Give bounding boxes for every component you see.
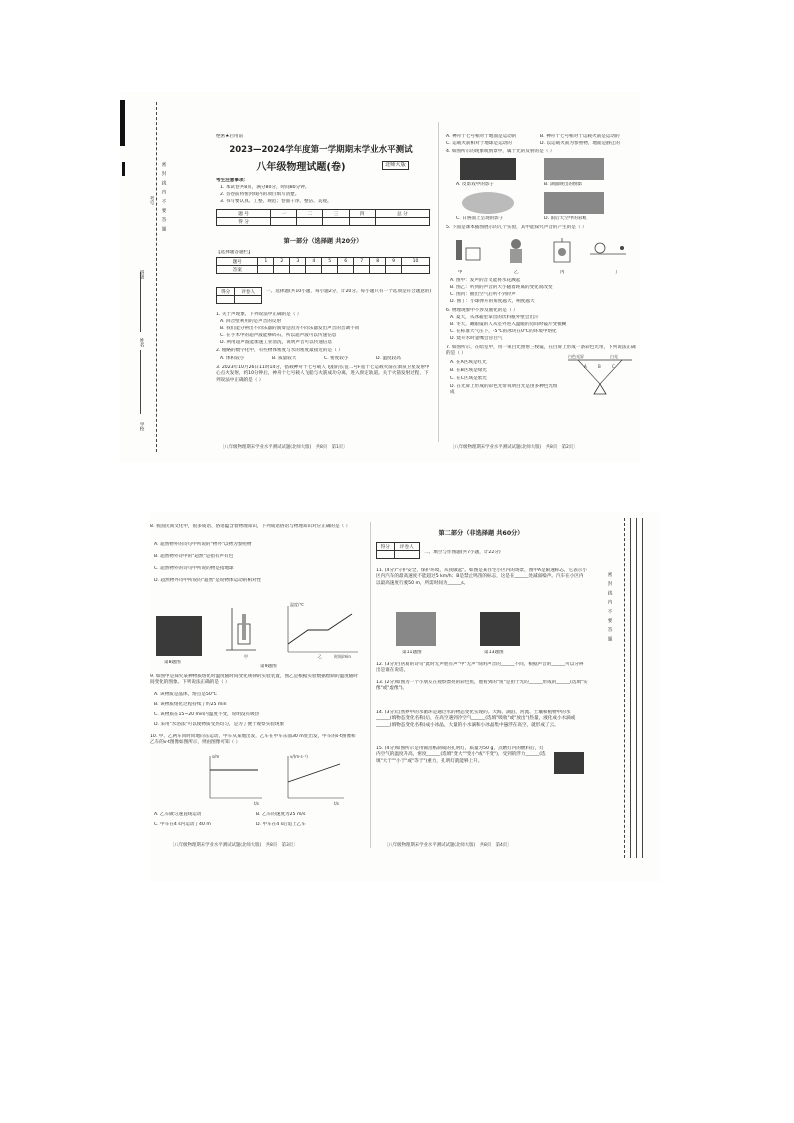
answer-label: 答案 xyxy=(217,266,258,274)
binding-rule xyxy=(642,518,643,858)
q10-stem: 10. 甲、乙两车同时同地向东运动，甲车从某地出发，乙车在甲车东面30 m处出发，甲车的s-t图像和乙车的v-t图像如图所示，则由图像可知（ ） xyxy=(150,734,356,746)
score-head: 题 号 xyxy=(217,210,271,218)
prism-label-white: 白光 xyxy=(610,354,618,359)
q6-option: D. 烧开水时壶嘴会冒白气 xyxy=(450,336,503,341)
answer-table xyxy=(216,257,430,274)
lake-reflection-photo xyxy=(544,158,604,180)
graph-x-label: 时间/min xyxy=(334,654,351,659)
answer-head: 6 xyxy=(338,258,354,266)
q5-caption: 乙 xyxy=(514,270,519,275)
binding-line-right xyxy=(624,518,625,858)
q3-option: B. 神舟十七号相对于运载火箭是运动的 xyxy=(540,134,620,139)
q4-caption: D. 雨后天空中的彩虹 xyxy=(544,216,588,221)
binding-label-class: 班级 xyxy=(139,270,144,280)
q8-option: C. 超然物外的诗句中所说的物是指地球 xyxy=(154,566,234,571)
sundial-photo xyxy=(462,192,514,214)
score-cell[interactable] xyxy=(375,218,429,226)
scorer-label: 评卷人 xyxy=(235,288,262,296)
q2-stem: 2. 粗略的数字化中，有些物体密度与水的密度最接近的是（ ） xyxy=(216,348,343,353)
fig8-label: 第8题图 xyxy=(164,660,181,665)
q8-option: A. 超然物外的诗句中所说的"物外"以物为参照物 xyxy=(154,542,252,547)
q2-option: D. 温度较高 xyxy=(376,356,401,361)
q2-option: A. 体积较小 xyxy=(220,356,245,361)
fish-tank-photo xyxy=(480,612,520,646)
prism xyxy=(594,384,606,394)
binding-fill-line xyxy=(140,350,141,414)
score-head: 一 xyxy=(271,210,297,218)
answer-head: 题号 xyxy=(217,258,258,266)
answer-head: 10 xyxy=(402,258,430,266)
scorer-cell[interactable] xyxy=(377,551,395,559)
score-head: 二 xyxy=(297,210,323,218)
ball xyxy=(620,246,624,250)
q5-option: A. 图甲：发声的音叉能将水花溅起 xyxy=(450,278,521,283)
prism-label-a: A xyxy=(584,364,587,369)
binding-label-number: 考号 xyxy=(149,196,154,206)
fig13-label: 第13题图 xyxy=(484,650,504,655)
score-head: 四 xyxy=(349,210,375,218)
answer-head: 8 xyxy=(370,258,386,266)
q11-stem: 11. (4分)"守护安全，保护环境，从我做起"。如图是某住宅小区内的场景，图中A是限速标志，它表示小区内汽车的最高速度不能超过5 km/h；B是禁止鸣笛的标志，这是在______处减弱噪声。汽车在小区内以最高速度行驶50 m，所需时间为______s。 xyxy=(376,568,587,586)
black-margin-bar xyxy=(120,100,125,146)
binding-fill-line xyxy=(140,272,141,332)
q5-option: D. 图丁：小球弹开的角度越大，响度越大 xyxy=(450,299,535,304)
q3-option: C. 运载火箭相对于地球是运动的 xyxy=(446,141,512,146)
tuning-fork-apparatus xyxy=(456,240,462,260)
q8-option: D. 超然物外诗中所说的"超然"是说物体运动的相对性 xyxy=(154,578,262,583)
answer-head: 9 xyxy=(386,258,402,266)
q6-option: B. 冬天，戴眼镜的人从室外进入温暖的房间时镜片变模糊 xyxy=(450,322,567,327)
page-divider xyxy=(438,122,439,442)
answer-cell[interactable] xyxy=(338,266,354,274)
answer-cell[interactable] xyxy=(386,266,402,274)
scorer-cell[interactable] xyxy=(217,296,235,304)
q4-caption: A. 皮影戏中的影子 xyxy=(456,182,495,187)
score-cell[interactable] xyxy=(349,218,375,226)
q4-stem: 4. 如图所示的现象或情景中，属于光的反射的是（ ） xyxy=(446,149,555,154)
q10-option: C. 甲车在4 s内运动了40 m xyxy=(154,822,211,827)
score-cell[interactable] xyxy=(271,218,297,226)
q3-stem: 3. 2023年10月26日11时14分，搭载神舟十七号载人飞船的长征二号F遥十七运载火箭在酒泉卫星发射中心点火发射，约10分钟后，神舟十七号载人飞船与火箭成功分离，进入预定轨道。关于火箭发射过程，下列说法中正确的是（ ） xyxy=(216,365,430,383)
q5-caption: 丙 xyxy=(560,270,565,275)
binding-label-school: 学校 xyxy=(139,422,144,432)
binding-note: 密 封 线 内 不 要 答 题 xyxy=(161,162,166,231)
answer-head: 1 xyxy=(258,258,274,266)
answer-head: 3 xyxy=(290,258,306,266)
note-2: 2. 答卷前将密封线内的项目填写清楚。 xyxy=(220,192,300,197)
black-margin-mark xyxy=(122,162,125,176)
score-table xyxy=(216,209,430,226)
q5-stem: 5. 下面是课本插图展示的几个实验，其中能探究声音的产生的是（ ） xyxy=(446,225,587,230)
q7-option: D. 在光屏上形成的彩色光带说明白光是由多种色光组成 xyxy=(450,384,558,396)
temperature-graph xyxy=(288,601,358,659)
q1-option: D. 利用超声波能加速工业清洗，说明声音可以传递信息 xyxy=(220,340,333,345)
prism-label-c: C xyxy=(612,364,615,369)
q10-option: D. 甲车在4 s后追上乙车 xyxy=(256,822,306,827)
section2-intro: 二、填空与作图题(共7小题，计22分) xyxy=(424,550,501,555)
q10-option: A. 乙车做匀速直线运动 xyxy=(154,812,202,817)
q1-stem: 1. 关于声现象，下列说法中正确的是（ ） xyxy=(216,312,302,317)
q8-option: B. 超然物外诗中的"超然"是指有声有色 xyxy=(154,554,234,559)
vt-line xyxy=(288,764,340,782)
answer-head: 4 xyxy=(306,258,322,266)
binding-rule xyxy=(636,518,637,858)
q3-option: D. 以运载火箭为参照物，地面是静止的 xyxy=(540,141,620,146)
water-basin xyxy=(466,248,480,260)
fig9-sub-a: 甲 xyxy=(244,654,248,659)
binding-rule xyxy=(630,518,631,858)
score-label: 得 分 xyxy=(217,218,271,226)
tower-night-photo xyxy=(156,616,202,656)
st-y-label: s/m xyxy=(212,754,220,759)
q9-option: C. 该物质在15~20 min内温度不变，说明没有吸热 xyxy=(154,712,260,717)
answer-cell[interactable] xyxy=(402,266,430,274)
student-head xyxy=(511,239,521,249)
q5-option: B. 图乙：听到的声音的大小随着距离的变化而改变 xyxy=(450,285,553,290)
answer-box-label: 【选择题答题栏】 xyxy=(216,250,253,255)
q9-option: A. 该物质是晶体，熔点是50℃ xyxy=(154,692,217,697)
q4-caption: B. 湖面映出的倒影 xyxy=(544,182,583,187)
q2-option: C. 密度较小 xyxy=(324,356,349,361)
scorer-box xyxy=(216,287,262,304)
score-cell[interactable] xyxy=(323,218,349,226)
q5-option: C. 图丙：抽出空气后听不到铃声 xyxy=(450,292,516,297)
q6-stem: 6. 物理现象中不涉及液化的是（ ） xyxy=(446,308,518,313)
answer-cell[interactable] xyxy=(258,266,274,274)
page-divider xyxy=(370,522,371,848)
footer-page2: 〔八年级物理期末学业水平测试试题(北师大版) 共8页 第2页〕 xyxy=(450,445,578,450)
melting-curve xyxy=(288,614,352,644)
q1-option: C. 在手术中的超声波能够碎石，所以超声波可以传递信息 xyxy=(220,333,337,338)
q6-option: A. 夏天，从冰箱里拿出的饮料瓶外壁会出汗 xyxy=(450,315,539,320)
answer-cell[interactable] xyxy=(274,266,290,274)
note-3: 3. 书写要认真、工整、规范；卷面干净、整洁、美观。 xyxy=(220,199,332,204)
edition-badge: 北师大版 xyxy=(382,161,409,170)
q3-option: A. 神舟十七号相对于地面是运动的 xyxy=(446,134,517,139)
q13-stem: 13. (2分)如图为一个小朋友在观察漂亮的彩色鱼，他看到的"鱼"是由于光的______形成的______(选填"实像"或"虚像")。 xyxy=(376,680,588,692)
footer-page1: 〔八年级物理期末学业水平测试试题(北师大版) 共8页 第1页〕 xyxy=(220,445,348,450)
exam-title: 2023—2024学年度第一学期期末学业水平测试 xyxy=(229,145,413,155)
exam-sheet-pages-3-4 xyxy=(150,512,660,882)
q12-stem: 12. (3分)白居易的诗句"此时无声胜有声"中"无声"说明声音的______不同，根据声音的______可以分辨出是谁在说话。 xyxy=(376,662,584,674)
q4-caption: C. 日晷面上呈现的影子 xyxy=(456,216,504,221)
q5-caption: 甲 xyxy=(458,270,463,275)
prism-label-screen: 白色光屏 xyxy=(568,354,584,359)
prism-diagram xyxy=(564,354,636,398)
scorer-cell[interactable] xyxy=(394,551,419,559)
binding-label-name: 姓名 xyxy=(139,338,144,348)
score-head: 总 分 xyxy=(375,210,429,218)
answer-head: 2 xyxy=(274,258,290,266)
scorer-cell[interactable] xyxy=(235,296,262,304)
vt-y-label: v/(m·s⁻¹) xyxy=(290,754,308,759)
header-tag: 绝密★启用前 xyxy=(216,134,244,139)
fig9-sub-b: 乙 xyxy=(318,654,322,659)
q7-stem: 7. 如图所示，在暗室中，用一束白光照射三棱镜，在白屏上形成一条彩色光带，下列说法正确的是（ ） xyxy=(446,345,636,357)
answer-head: 5 xyxy=(322,258,338,266)
shadow-play-photo xyxy=(460,158,516,180)
q1-option: A. 回音壁利用的是声音的反射 xyxy=(220,319,282,324)
sky-lantern-photo xyxy=(554,752,584,774)
subject-title: 八年级物理试题(卷) xyxy=(256,162,346,173)
q7-option: A. 在A区域是红光 xyxy=(450,360,487,365)
rainbow-photo xyxy=(544,192,604,214)
answer-cell[interactable] xyxy=(370,266,386,274)
footer-page3: 〔八年级物理期末学业水平测试试题(北师大版) 共8页 第3页〕 xyxy=(170,843,298,848)
score-cell[interactable] xyxy=(297,218,323,226)
fig9-figure xyxy=(222,600,362,660)
prism-label-b: B xyxy=(598,364,601,369)
drum xyxy=(595,243,605,253)
test-tube xyxy=(242,614,246,640)
q6-option: C. 在标准大气压下，-5℃的冰块在0℃的环境中熔化 xyxy=(450,329,557,334)
notes-head: 考生注意事项： xyxy=(216,178,249,183)
part1-title: 第一部分（选择题 共20分） xyxy=(283,238,363,245)
answer-cell[interactable] xyxy=(354,266,370,274)
answer-head: 7 xyxy=(354,258,370,266)
q5-caption: 丁 xyxy=(614,270,619,275)
q9-option: B. 该物质熔化过程持续了约25 min xyxy=(154,702,227,707)
note-1: 1. 本试卷共8页，满分80分，时间80分钟。 xyxy=(220,185,310,190)
q7-option: B. 在B区域是绿光 xyxy=(450,368,487,373)
q14-stem: 14. (3分)自然界中的水循环是通过水的物态变化实现的。大海、湖泊、河流、土壤和植物中的水______(填物态变化名称)后，在高空遇到冷空气______(选填"吸收"或"放出")热量，液化成小水滴或______(填物态变化名称)成小冰晶，大量的小水滴和小冰晶集中悬浮在高空，就形成了云。 xyxy=(376,710,576,728)
student-body xyxy=(510,249,522,263)
graph-y-label: 温度/℃ xyxy=(290,602,304,607)
vt-x-label: t/s xyxy=(334,801,339,806)
answer-cell[interactable] xyxy=(322,266,338,274)
st-x-label: t/s xyxy=(254,801,259,806)
exam-sheet-pages-1-2 xyxy=(120,92,640,462)
q15-stem: 15. (4分)如图所示是用锡箔纸制成的孔明灯，质量为50 g，点燃灯内的燃料后，灯内空气的温度升高，密度______(选填"变大""变小"或"不变")，受到的浮力______(选填"大于""小于"或"等于")重力，孔明灯就能够上升。 xyxy=(376,746,546,764)
footer-page4: 〔八年级物理期末学业水平测试试题(北师大版) 共8页 第4页〕 xyxy=(384,843,512,848)
score-head: 三 xyxy=(323,210,349,218)
q1-option: B. 我们能分辨出不同乐器的演奏是因为不同乐器发出声音的音调不同 xyxy=(220,326,360,331)
answer-cell[interactable] xyxy=(290,266,306,274)
section1-intro: 一、选择题(共10小题，每小题2分，计20分。每小题只有一个选项是符合题意的) xyxy=(266,289,432,294)
scorer-label: 得分 xyxy=(217,288,235,296)
scorer-label: 评卷人 xyxy=(394,543,419,551)
ray-right xyxy=(600,360,622,384)
residential-sign-photo xyxy=(396,612,436,646)
q2-option: B. 质量较大 xyxy=(272,356,297,361)
q9-stem: 9. 如图甲是探究某种物质熔化时温度随时间变化规律的实验装置，图乙是根据实验数据绘制的温度随时间变化的图象。下列说法正确的是（ ） xyxy=(150,674,358,686)
q10-graphs xyxy=(200,752,350,808)
scorer-label: 得分 xyxy=(377,543,395,551)
scorer-box-2 xyxy=(376,542,420,559)
q10-option: B. 乙车的速度为25 m/s xyxy=(256,812,306,817)
bell xyxy=(558,248,566,256)
q7-option: C. 在C区域是紫光 xyxy=(450,376,487,381)
q5-experiments xyxy=(450,234,636,270)
answer-cell[interactable] xyxy=(306,266,322,274)
fig9-label: 第9题图 xyxy=(260,664,277,669)
binding-note-right: 密 封 线 内 不 要 答 题 xyxy=(607,572,612,641)
q9-option: D. 采用"水浴法"可以使物质受热均匀，是为了便于观察实验现象 xyxy=(154,722,285,727)
ray-left xyxy=(578,360,600,384)
fig11-label: 第11题图 xyxy=(402,650,422,655)
binding-line xyxy=(156,102,157,452)
part2-title: 第二部分（非选择题 共60分） xyxy=(438,530,524,537)
q8-stem: 8. 我国民间文化中，很多成语、俗语蕴含着物理知识，下列成语俗语与物理知识对应正确的是（ ） xyxy=(150,524,351,529)
